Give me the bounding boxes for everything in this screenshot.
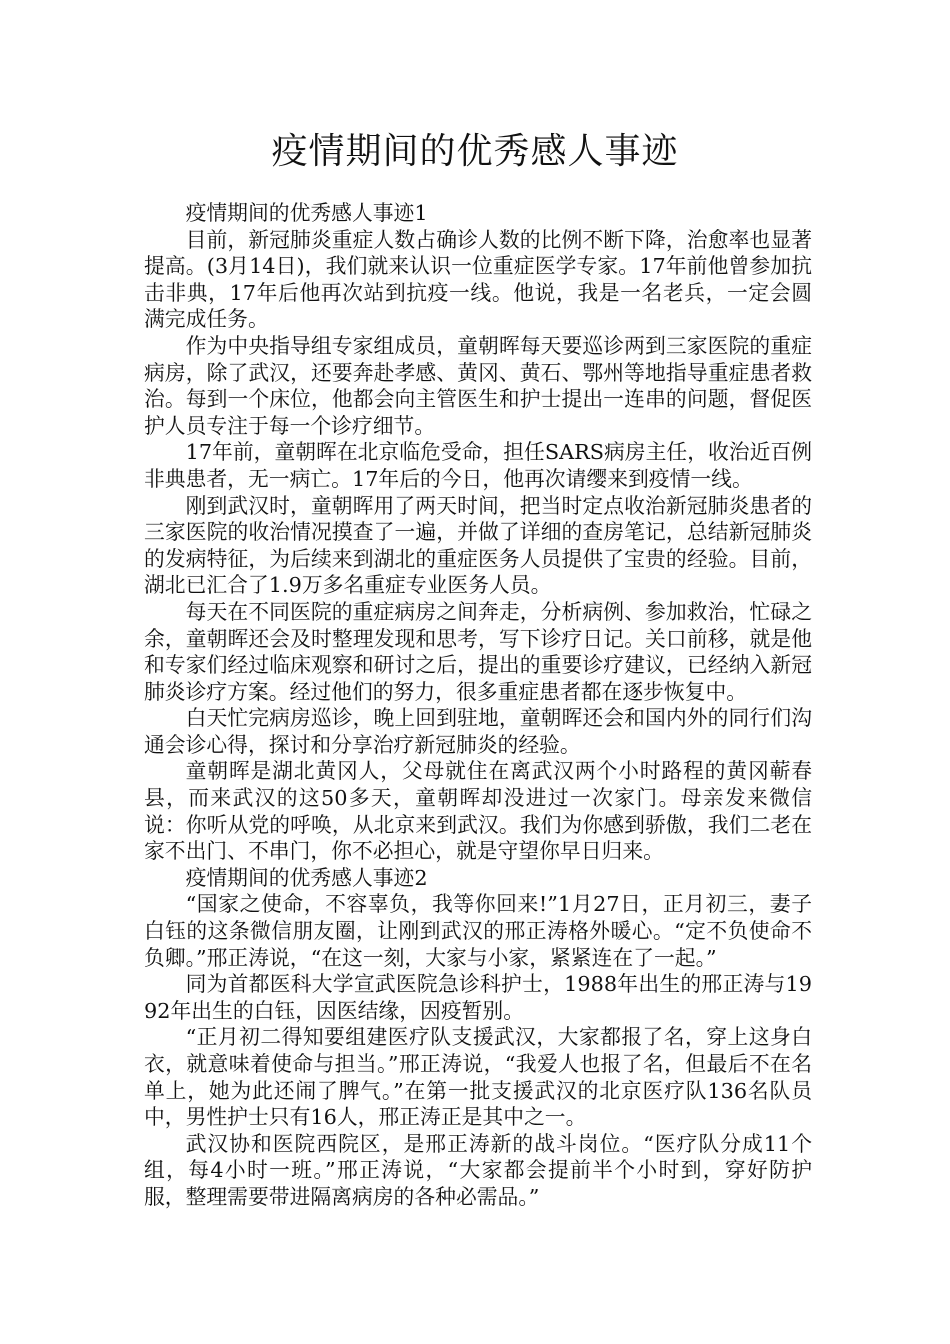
document-title: 疫情期间的优秀感人事迹 — [271, 131, 679, 172]
paragraph: 目前，新冠肺炎重症人数占确诊人数的比例不断下降，治愈率也显著提高。(3月14日)，我们就来认识一位重症医学专家。17年前他曾参加抗击非典，17年后他再次站到抗疫一线。他说，我是一名老兵，一定会圆满完成任务。 — [144, 227, 812, 332]
paragraph: “正月初二得知要组建医疗队支援武汉，大家都报了名，穿上这身白衣，就意味着使命与担当。”邢正涛说，“我爱人也报了名，但最后不在名单上，她为此还闹了脾气。”在第一批支援武汉的北京医疗队136名队员中，男性护士只有16人，邢正涛正是其中之一。 — [144, 1025, 812, 1130]
paragraph: “国家之使命，不容辜负，我等你回来!”1月27日，正月初三，妻子白钰的这条微信朋友圈，让刚到武汉的邢正涛格外暖心。“定不负使命不负卿。”邢正涛说，“在这一刻，大家与小家，紧紧连在了一起。” — [144, 892, 812, 970]
section-heading-1: 疫情期间的优秀感人事迹1 — [185, 201, 428, 225]
document-body — [144, 200, 812, 1211]
paragraph: 童朝晖是湖北黄冈人，父母就住在离武汉两个小时路程的黄冈蕲春县，而来武汉的这50多天，童朝晖却没进过一次家门。母亲发来微信说：你听从党的呼唤，从北京来到武汉。我们为你感到骄傲，我们二老在家不出门、不串门，你不必担心，就是守望你早日归来。 — [144, 759, 812, 864]
paragraph: 武汉协和医院西院区，是邢正涛新的战斗岗位。“医疗队分成11个组，每4小时一班。”邢正涛说，“大家都会提前半个小时到，穿好防护服，整理需要带进隔离病房的各种必需品。” — [144, 1131, 812, 1209]
paragraph: 每天在不同医院的重症病房之间奔走，分析病例、参加救治，忙碌之余，童朝晖还会及时整理发现和思考，写下诊疗日记。关口前移，就是他和专家们经过临床观察和研讨之后，提出的重要诊疗建议，已经纳入新冠肺炎诊疗方案。经过他们的努力，很多重症患者都在逐步恢复中。 — [144, 599, 812, 704]
paragraph: 同为首都医科大学宣武医院急诊科护士，1988年出生的邢正涛与1992年出生的白钰，因医结缘，因疫暂别。 — [144, 972, 812, 1023]
paragraph: 白天忙完病房巡诊，晚上回到驻地，童朝晖还会和国内外的同行们沟通会诊心得，探讨和分享治疗新冠肺炎的经验。 — [144, 706, 812, 757]
section-heading-2: 疫情期间的优秀感人事迹2 — [185, 865, 428, 890]
paragraph: 刚到武汉时，童朝晖用了两天时间，把当时定点收治新冠肺炎患者的三家医院的收治情况摸查了一遍，并做了详细的查房笔记，总结新冠肺炎的发病特征，为后续来到湖北的重症医务人员提供了宝贵的经验。目前，湖北已汇合了1.9万多名重症专业医务人员。 — [144, 493, 812, 598]
paragraph: 作为中央指导组专家组成员，童朝晖每天要巡诊两到三家医院的重症病房，除了武汉，还要奔赴孝感、黄冈、黄石、鄂州等地指导重症患者救治。每到一个床位，他都会向主管医生和护士提出一连串的问题，督促医护人员专注于每一个诊疗细节。 — [144, 333, 812, 438]
paragraph: 17年前，童朝晖在北京临危受命，担任SARS病房主任，收治近百例非典患者，无一病亡。17年后的今日，他再次请缨来到疫情一线。 — [144, 440, 812, 491]
